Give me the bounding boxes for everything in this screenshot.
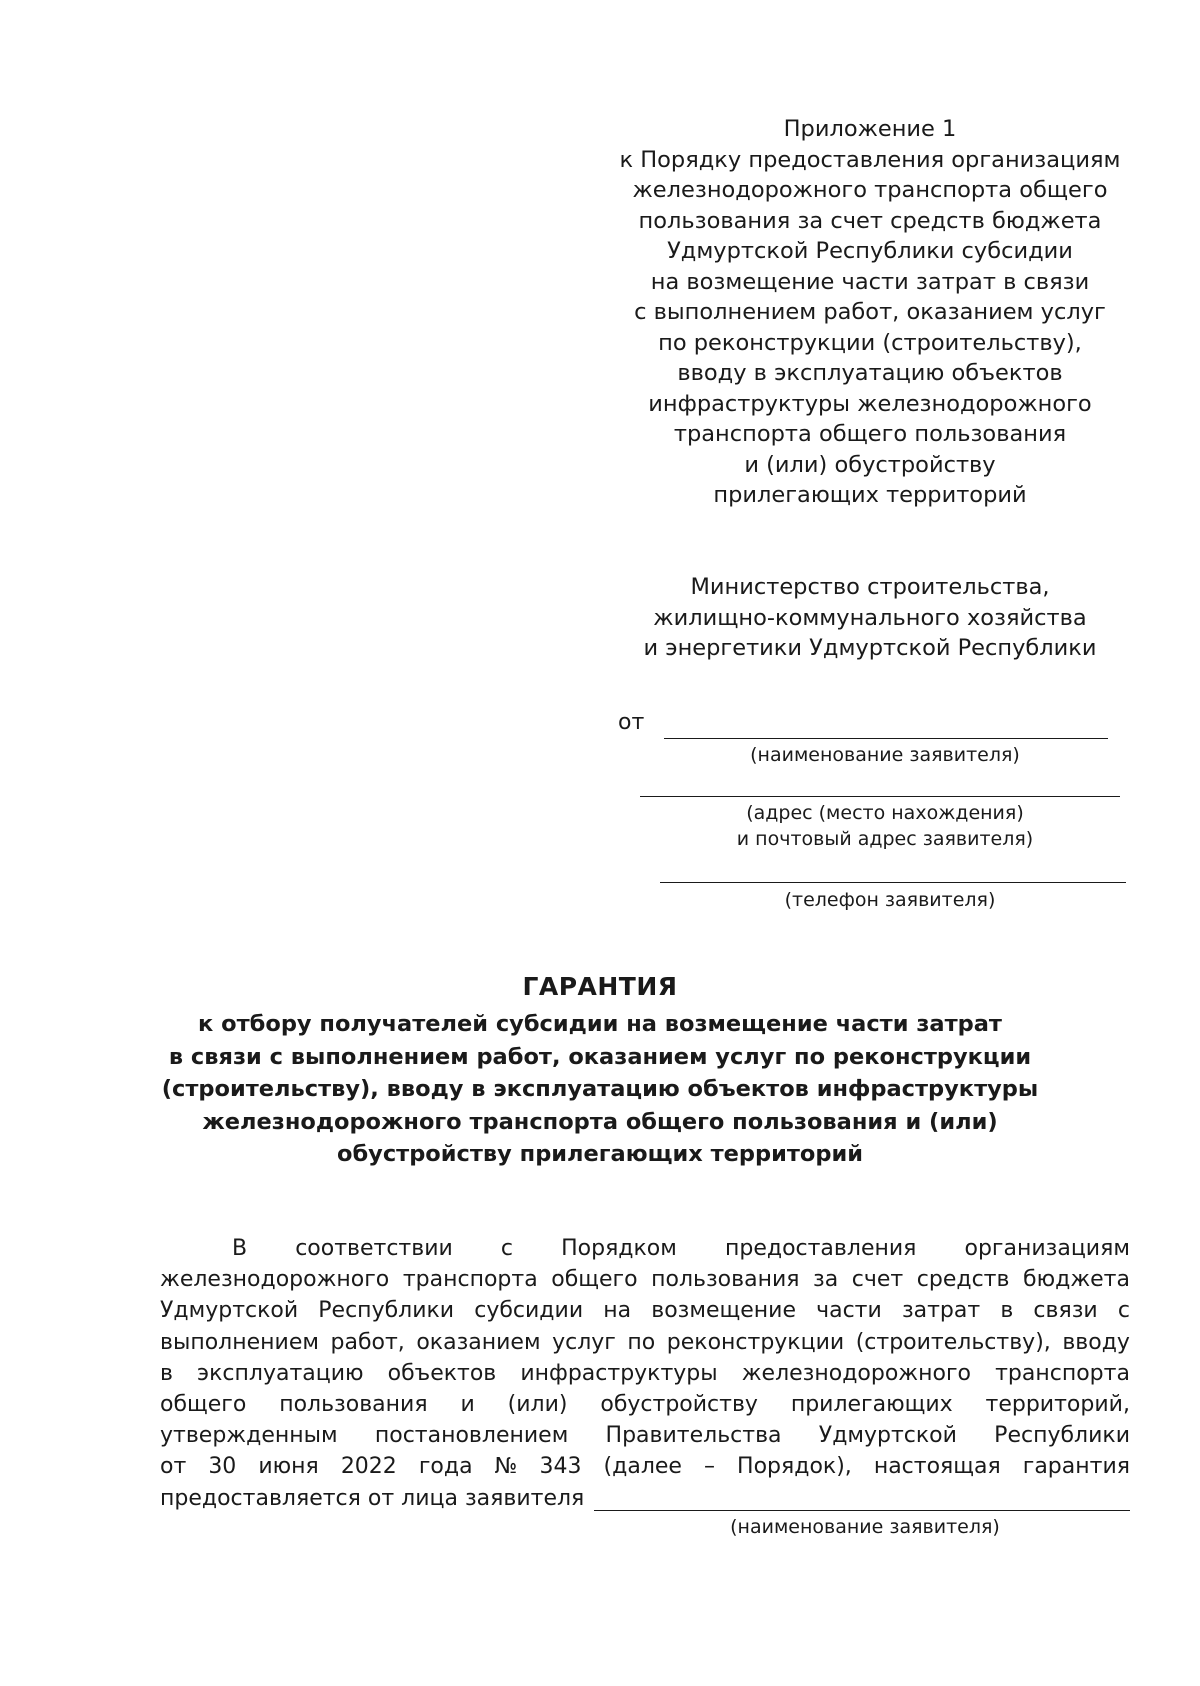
ministry-line: жилищно-коммунального хозяйства	[653, 604, 1087, 631]
body-word: оказанием	[416, 1329, 541, 1355]
appendix-line: с выполнением работ, оказанием услуг	[634, 299, 1106, 325]
ministry-line: Министерство строительства,	[690, 574, 1050, 600]
subtitle-line: обустройству прилегающих территорий	[336, 1141, 864, 1167]
body-word: Порядком	[561, 1236, 677, 1261]
body-word: транспорта	[402, 1267, 538, 1293]
appendix-line: железнодорожного транспорта общего	[632, 177, 1108, 203]
body-line	[160, 1264, 1130, 1295]
applicant-address-caption: (адрес (место нахождения) и почтовый адрес заявителя)	[736, 802, 1034, 850]
body-word: Республики	[994, 1423, 1130, 1449]
body-word: (далее	[603, 1454, 682, 1480]
subtitle-line: к отбору получателей субсидии на возмещение части затрат	[198, 1011, 1002, 1037]
body-line	[160, 1420, 1130, 1451]
body-word: с	[1117, 1298, 1130, 1324]
body-word: территорий,	[985, 1391, 1130, 1417]
body-word: 343	[539, 1454, 582, 1480]
appendix-line: пользования за счет средств бюджета	[638, 207, 1102, 234]
appendix-line: и (или) обустройству	[744, 451, 996, 478]
document-title: ГАРАНТИЯ	[522, 972, 678, 1001]
body-last-line-text: предоставляется от лица заявителя	[160, 1485, 585, 1511]
appendix-line: по реконструкции (строительству),	[658, 329, 1082, 356]
body-word: от	[160, 1454, 187, 1480]
body-word: на	[603, 1298, 632, 1324]
body-word: организациям	[964, 1236, 1130, 1261]
body-word: за	[813, 1267, 839, 1293]
body-word: выполнением	[160, 1329, 319, 1355]
body-word: возмещение	[651, 1298, 796, 1324]
applicant-phone-caption: (телефон заявителя)	[784, 889, 996, 911]
body-word: работ,	[330, 1329, 405, 1355]
body-line	[160, 1451, 1130, 1482]
body-word: реконструкции	[666, 1329, 845, 1355]
body-line	[160, 1389, 1130, 1420]
body-word: настоящая	[873, 1454, 1001, 1480]
body-word: пользования	[651, 1267, 800, 1293]
body-word: предоставления	[724, 1236, 917, 1261]
body-word: Республики	[318, 1298, 455, 1324]
body-word: средств	[916, 1267, 1010, 1293]
ministry-line: и энергетики Удмуртской Республики	[643, 635, 1097, 661]
body-word: пользования	[279, 1391, 428, 1417]
body-word: эксплуатацию	[197, 1360, 364, 1386]
body-name-caption: (наименование заявителя)	[730, 1515, 1000, 1538]
body-word: субсидии	[474, 1298, 584, 1324]
body-word: (строительству),	[855, 1329, 1051, 1355]
body-word: №	[494, 1454, 518, 1480]
body-word: Правительства	[605, 1423, 782, 1449]
body-word: и	[460, 1391, 475, 1417]
body-last-line	[160, 1483, 1130, 1514]
applicant-phone-field[interactable]	[660, 882, 1126, 883]
body-word: утвержденным	[160, 1423, 338, 1449]
body-word: части	[816, 1298, 882, 1324]
body-word: общего	[160, 1391, 247, 1417]
body-word: бюджета	[1023, 1267, 1130, 1293]
subtitle-line: (строительству), вводу в эксплуатацию объектов инфраструктуры	[161, 1076, 1039, 1102]
appendix-line: транспорта общего пользования	[673, 421, 1067, 447]
body-word: постановлением	[374, 1423, 569, 1449]
body-word: соответствии	[295, 1236, 453, 1261]
body-word: 2022	[340, 1454, 397, 1480]
appendix-line: Приложение 1	[783, 116, 957, 142]
body-word: прилегающих	[790, 1391, 953, 1417]
appendix-line: инфраструктуры железнодорожного	[648, 390, 1092, 417]
document-subtitle	[150, 1008, 1050, 1171]
from-label: от	[618, 710, 645, 735]
body-word: В	[232, 1236, 248, 1261]
body-line	[160, 1358, 1130, 1389]
subtitle-line: в связи с выполнением работ, оказанием услуг по реконструкции	[168, 1043, 1032, 1070]
body-lines	[160, 1233, 1130, 1483]
body-word: гарантия	[1022, 1454, 1130, 1480]
subtitle-line: железнодорожного транспорта общего пользования и (или)	[202, 1108, 998, 1135]
body-word: июня	[258, 1454, 319, 1480]
body-word: инфраструктуры	[520, 1360, 718, 1386]
applicant-address-field[interactable]	[640, 796, 1120, 797]
applicant-name-fill-field[interactable]	[594, 1510, 1130, 1511]
body-word: обустройству	[600, 1391, 758, 1417]
appendix-line: к Порядку предоставления организациям	[619, 146, 1121, 173]
applicant-name-caption: (наименование заявителя)	[750, 744, 1020, 766]
body-word: услуг	[552, 1329, 616, 1355]
body-word: транспорта	[995, 1360, 1130, 1386]
body-word: с	[500, 1236, 514, 1261]
body-word: (или)	[507, 1391, 568, 1417]
body-word: вводу	[1062, 1329, 1130, 1355]
body-line	[160, 1295, 1130, 1326]
body-word: общего	[551, 1267, 638, 1293]
appendix-line: вводу в эксплуатацию объектов	[677, 360, 1063, 386]
body-word: –	[704, 1454, 715, 1480]
body-word: объектов	[387, 1360, 497, 1386]
body-word: по	[627, 1329, 656, 1355]
body-word: Порядок),	[737, 1454, 852, 1480]
body-word: затрат	[901, 1298, 981, 1324]
appendix-line: Удмуртской Республики субсидии	[667, 238, 1073, 264]
applicant-name-field[interactable]	[664, 738, 1108, 739]
body-word: железнодорожного	[741, 1360, 971, 1386]
body-word: в	[160, 1360, 173, 1386]
appendix-line: прилегающих территорий	[713, 482, 1027, 508]
body-word: 30	[208, 1454, 237, 1480]
appendix-header	[600, 114, 1140, 511]
body-word: связи	[1033, 1298, 1098, 1324]
body-word: Удмуртской	[160, 1298, 299, 1324]
ministry-addressee	[600, 572, 1140, 664]
body-word: Удмуртской	[818, 1423, 957, 1449]
body-line	[160, 1233, 1130, 1264]
body-word: в	[1000, 1298, 1014, 1324]
body-word: железнодорожного	[160, 1267, 390, 1293]
body-paragraph	[160, 1233, 1130, 1540]
body-line	[160, 1327, 1130, 1358]
appendix-line: на возмещение части затрат в связи	[650, 268, 1090, 295]
body-word: года	[418, 1454, 473, 1480]
body-word: счет	[851, 1267, 904, 1293]
